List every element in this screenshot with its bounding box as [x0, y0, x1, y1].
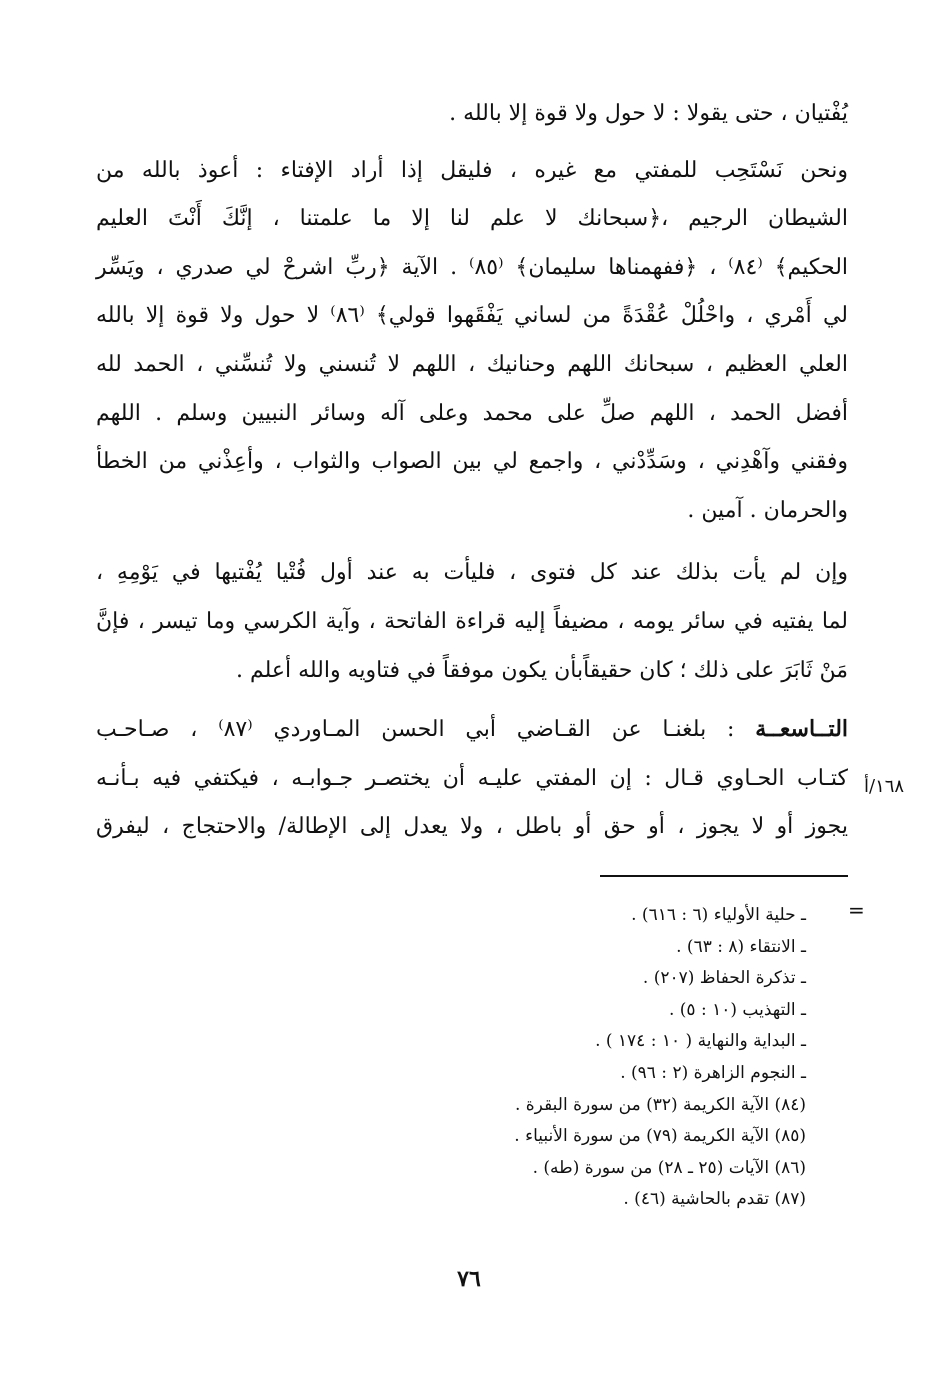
paragraph-3 [96, 549, 848, 695]
text-line: يجوز أو لا يجوز ، أو حق أو باطل ، ولا يعدل إلى الإطالة/ والاحتجاج ، ليفرق [96, 814, 848, 840]
text-fragment: : بلغنـا عن القـاضي أبي الحسن المـاوردي ⁽٨٧⁾ ، صـاحـب [96, 717, 756, 743]
page-number: ٧٦ [457, 1266, 481, 1292]
text-line: وإن لم يأت بذلك عند كل فتوى ، فليأت به عند أول فُتْيا يُفْتيها في يَوْمِهِ ، [96, 560, 848, 586]
footnote-item: (٨٦) الآيات (٢٥ ـ ٢٨) من سورة (طه) . [532, 1157, 806, 1178]
text-line: لي أَمْري ، واحْلُلْ عُقْدَةً من لساني يَفْقَهوا قولي﴾ ⁽٨٦⁾ لا حول ولا قوة إلا بالله [96, 303, 848, 329]
text-line: يُفْتيان ، حتى يقولا : لا حول ولا قوة إلا بالله . [449, 101, 848, 126]
footnote-item: (٨٤) الآية الكريمة (٣٢) من سورة البقرة . [514, 1094, 806, 1115]
text-line: أفضل الحمد ، اللهم صلِّ على محمد وعلى آله وسائر النبيين وسلم . اللهم [96, 400, 848, 426]
text-line: مَنْ ثَابَرَ على ذلك ؛ كان حقيقاًبأن يكون موفقاً في فتاويه والله أعلم . [235, 657, 848, 683]
text-line: الشيطان الرجيم ،﴿سبحانك لا علم لنا إلا ما علمتنا ، إنَّكَ أَنْتَ العليم [96, 206, 848, 232]
paragraph-4 [96, 705, 848, 852]
manuscript-folio-note: ١٦٨/أ [864, 776, 905, 797]
footnote-item: ـ الانتقاء (٨ : ٦٣) . [676, 936, 806, 957]
footnote-item: (٨٥) الآية الكريمة (٧٩) من سورة الأنبياء . [514, 1126, 806, 1147]
footnote-item: (٨٧) تقدم بالحاشية (٤٦) . [623, 1189, 806, 1210]
text-line: لما يفتيه في سائر يومه ، مضيفاً إليه قراءة الفاتحة ، وآية الكرسي وما تيسر ، فإنَّ [96, 608, 848, 634]
text-line: ونحن نَسْتَحِب للمفتي مع غيره ، فليقل إذا أراد الإفتاء : أعوذ بالله من [96, 157, 848, 183]
footnote-item: ـ البداية والنهاية ( ١٠ : ١٧٤ ) . [595, 1031, 806, 1052]
footnote-continuation-marker: = [848, 898, 865, 922]
paragraph-1 [96, 90, 848, 139]
footnote-item: ـ حلية الأولياء (٦ : ٦١٦) . [631, 905, 806, 925]
footnote-item: ـ التهذيب (١٠ : ٥) . [668, 999, 806, 1020]
footnote-item: ـ تذكرة الحفاظ (٢٠٧) . [642, 968, 806, 989]
footnotes [366, 900, 806, 1216]
footnote-item: ـ النجوم الزاهرة (٢ : ٩٦) . [620, 1062, 806, 1083]
text-line: الحكيم﴾ ⁽٨٤⁾ ، ﴿ففهمناها سليمان﴾ ⁽٨٥⁾ . الآية ﴿ربِّ اشرحْ لي صدري ، ويَسِّر [96, 254, 849, 280]
text-line: العلي العظيم ، سبحانك اللهم وحنانيك ، اللهم لا تُنسني ولا تُنسِّني ، الحمد لله [96, 351, 848, 377]
main-text [96, 90, 848, 852]
text-line: والحرمان . آمين . [687, 497, 848, 523]
section-label: التــاسعــة [755, 716, 849, 743]
footnote-separator [600, 875, 848, 877]
text-line: كتـاب الحـاوي قـال : إن المفتي عليـه أن يختصـر جـوابـه ، فيكتفي فيه بـأنـه [96, 765, 848, 791]
paragraph-2 [96, 147, 848, 536]
text-line-with-label [96, 705, 848, 755]
text-line: وفقني وآهْدِني ، وسَدِّدْني ، واجمع لي بين الصواب والثواب ، وأعِذْني من الخطأ [96, 449, 848, 475]
